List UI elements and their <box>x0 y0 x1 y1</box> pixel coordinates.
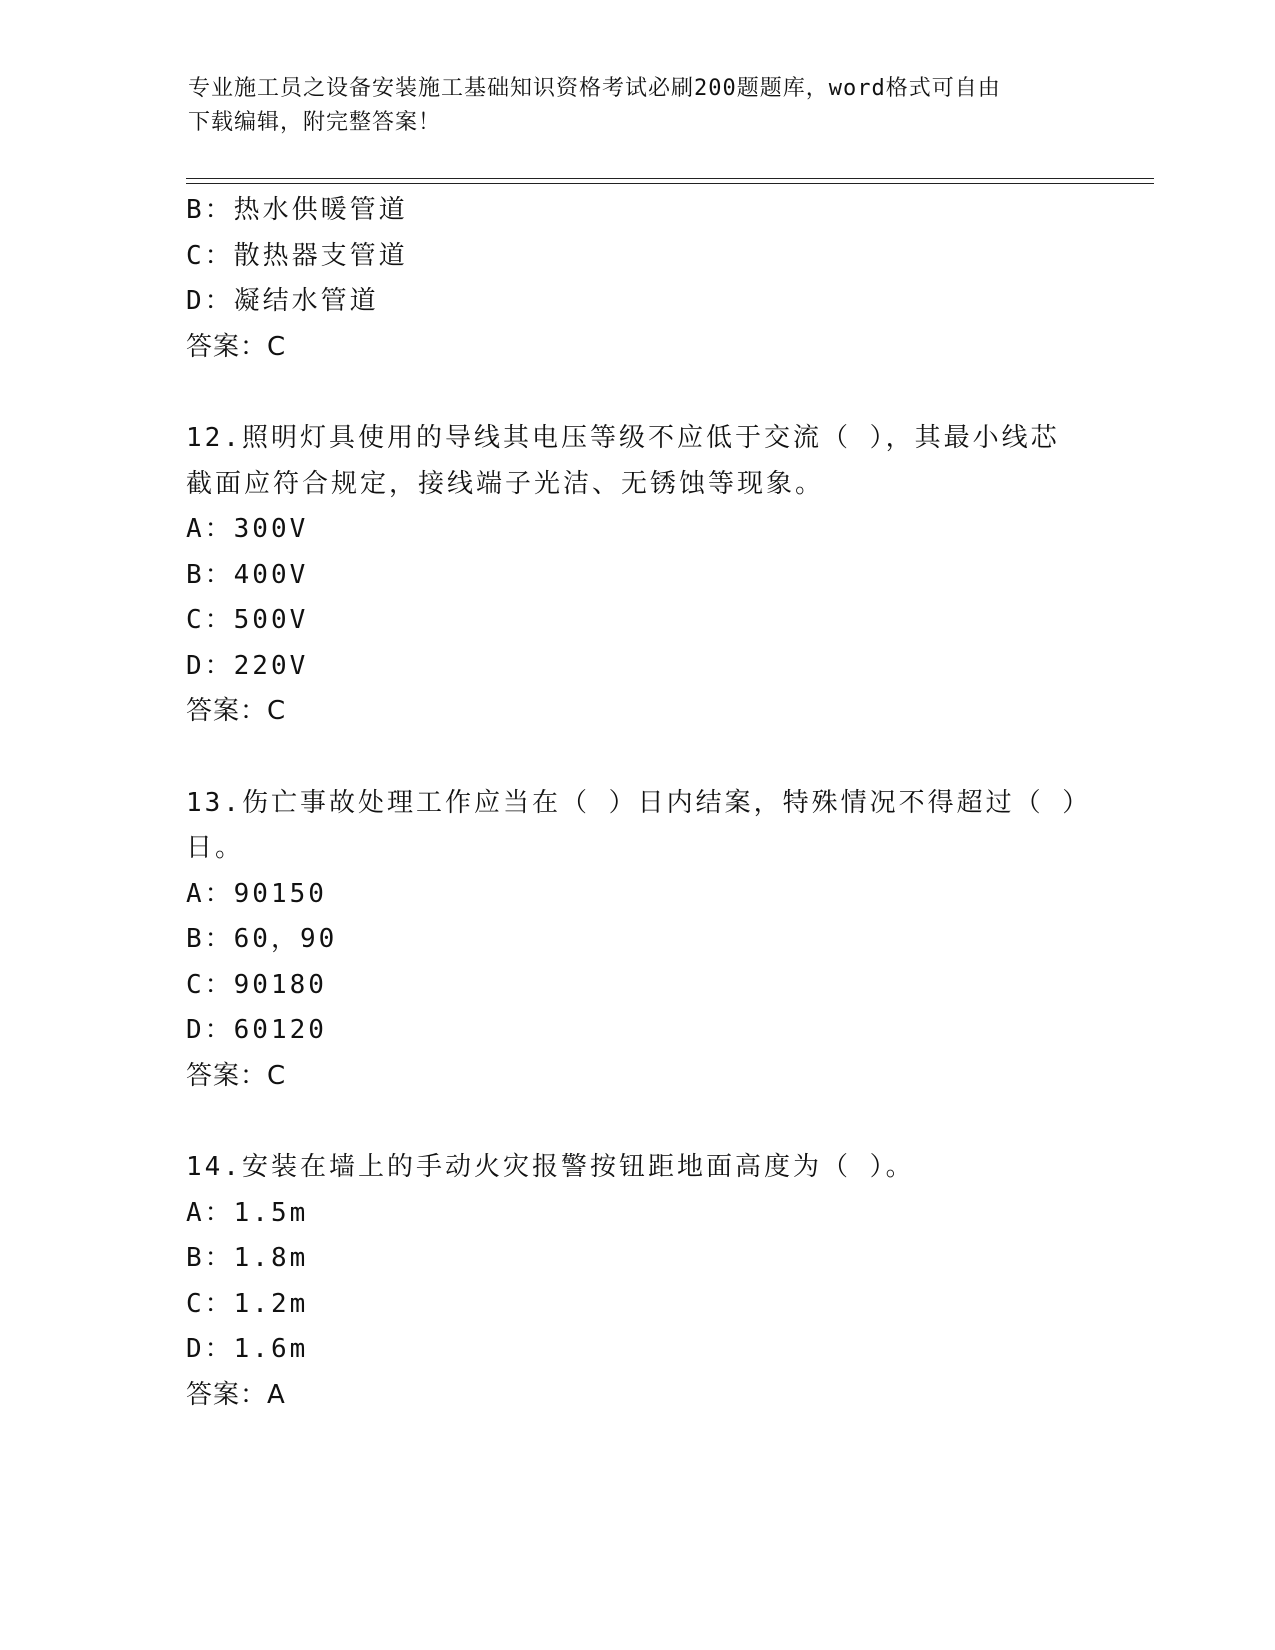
answer-line: 答案：C <box>186 696 287 726</box>
option-d: D：凝结水管道 <box>186 286 379 316</box>
question-stem-line: 日。 <box>186 833 245 863</box>
question-stem-line: 13.伤亡事故处理工作应当在（ ）日内结案，特殊情况不得超过（ ） <box>186 787 1092 818</box>
spacer <box>186 1099 1086 1145</box>
answer-line: 答案：C <box>186 1060 287 1091</box>
answer-line: 答案：A <box>186 1379 286 1410</box>
spacer <box>186 370 1086 416</box>
option-b: B：1.8m <box>186 1243 309 1273</box>
header-divider-top <box>186 178 1154 179</box>
question-13 <box>186 781 1092 1100</box>
question-11-continued <box>186 188 1086 370</box>
option-b: B：热水供暖管道 <box>186 195 408 225</box>
question-stem-line: 截面应符合规定，接线端子光洁、无锈蚀等现象。 <box>186 468 825 499</box>
option-b: B：60，90 <box>186 924 338 954</box>
option-c: C：散热器支管道 <box>186 240 408 271</box>
question-stem-line: 14.安装在墙上的手动火灾报警按钮距地面高度为（ ）。 <box>186 1152 915 1182</box>
answer-line: 答案：C <box>186 331 287 362</box>
option-a: A：1.5m <box>186 1197 309 1228</box>
document-header <box>188 72 1088 140</box>
question-14 <box>186 1145 1086 1418</box>
header-divider-bottom <box>186 183 1154 184</box>
header-line-1: 专业施工员之设备安装施工基础知识资格考试必刷200题题库，word格式可自由 <box>188 76 1001 101</box>
option-d: D：60120 <box>186 1015 327 1045</box>
option-d: D：220V <box>186 650 309 681</box>
question-stem-line: 12.照明灯具使用的导线其电压等级不应低于交流（ ），其最小线芯 <box>186 423 1060 453</box>
option-a: A：90150 <box>186 878 327 909</box>
header-line-2: 下载编辑，附完整答案！ <box>188 110 442 135</box>
question-list <box>186 188 1092 1418</box>
option-b: B：400V <box>186 559 309 590</box>
question-12 <box>186 416 1086 735</box>
option-c: C：90180 <box>186 969 327 1000</box>
spacer <box>186 735 1086 781</box>
option-d: D：1.6m <box>186 1334 309 1364</box>
option-c: C：1.2m <box>186 1288 309 1319</box>
option-a: A：300V <box>186 514 309 544</box>
option-c: C：500V <box>186 605 309 635</box>
